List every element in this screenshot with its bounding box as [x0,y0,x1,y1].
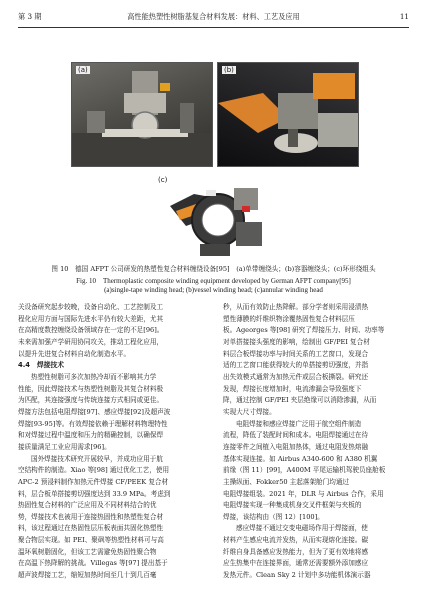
text-line: 降，通过控制 GF/PEI 夹层绝缘可以消除渗漏，从而 [223,396,377,405]
text-line: 基体实现连接。如 Airbus A340-600 和 A380 机翼 [223,454,378,463]
figure-caption-english-line-1: Fig. 10 Thermoplastic composite winding equipment developed by German AFPT company[95] [76,277,351,285]
page-header [18,12,409,26]
text-line: 焊接[93-95]等。有效焊接依赖于理解材料物理特性 [18,419,168,428]
text-line: 未来需加强产学研用协同攻关，推动工程化应用， [18,337,164,346]
header-rule [18,27,409,28]
text-line: 性能，因此焊接技术与热塑性树脂及其复合材料极 [18,384,164,393]
text-line: 焊接，该结构由（图 12）[100]。 [223,512,324,521]
paragraph-start-line: 国外焊接技术研究开展较早，并成功应用于航 [31,454,163,463]
text-line: 热固性复合材料的广泛应用及不同材料结合的优 [18,501,157,510]
text-line: APC-2 预浸料制作加热元件焊接 CF/PEEK 复合材 [18,477,169,486]
text-line: 板。Ageorges 等[98] 研究了焊接压力、时间、功率等 [223,326,385,335]
text-line: 前缘（图 11）[99]，A400M 平尾运输机驾驶员座舱板 [223,466,386,475]
text-line: 空结构件的制造。Xiao 等[98] 通过优化工艺，使用 [18,466,170,475]
text-line: 发现，焊接长度增加时，电流渗漏会导致强度下 [223,384,362,393]
text-line: 以提升先进复合材料自动化制造水平。 [18,349,131,358]
panel-label-b: (b) [224,66,234,74]
paragraph-start-line: 感应焊接不通过交变电磁场作用于焊接面，使 [236,524,368,533]
text-line: 发热元件。Clean Sky 2 计划中多功能机体演示器 [223,571,371,580]
vessel-winding-head-image [218,63,358,166]
right-text-column [223,302,409,582]
text-line: 关设备研究起步较晚，设备自动化、工艺控制及工 [18,303,164,311]
single-tape-winding-head-image [72,63,212,166]
text-line: 在高温下热降解的挑战。Villegas 等[97] 提出基于 [18,559,168,568]
text-line: 纤维自身具备感应发热能力，但为了更有效地将感 [223,547,369,556]
figure-caption-english-line-2: (a)single-tape winding head; (b)vessel winding head; (c)annular winding head [104,286,323,294]
text-line: 聚合物层实现。如 PEI、聚砜等热塑性材料可与高 [18,536,164,545]
section-heading: 4.4 焊接技术 [18,361,65,370]
panel-label-c: (c) [158,176,168,184]
text-line: 料层合板焊接功率与时间关系的工艺窗口，发现合 [223,349,369,358]
text-line: 流程，降低了装配时间和成本。电阻焊接通过在待 [223,431,369,440]
left-text-column [18,302,204,582]
text-line: 温环氧树脂固化，但该工艺需避免热固性聚合物 [18,547,157,556]
panel-label-a: (a) [78,66,88,74]
page-number: 11 [399,12,409,21]
text-line: 程化应用方面与国际先进水平仍有较大差距，尤其 [18,314,164,323]
text-line: 势，焊接技术也被用于连接热固性和热塑性复合材 [18,512,164,521]
text-line: 主操纵面、Fokker50 主起落架舱门均通过 [223,477,350,486]
figure-panel-a-photo [71,62,213,167]
figure-panel-c-photo [156,176,272,261]
text-line: 材料产生感应电流并发热，从而实现熔化连接。碳 [223,536,369,545]
text-line: 接质量满足工业应用需求[96]。 [18,442,111,451]
text-line: 出失效模式通常为加热元件或层合板撕裂。研究还 [223,372,369,381]
issue-number: 第 3 期 [18,12,42,21]
figure-panel-b-photo [217,62,359,167]
text-line: 实现大尺寸焊接。 [223,407,276,416]
text-line: 超声波焊接工艺，缩短加热时间至几十到几百毫 [18,571,157,580]
text-line: 对单搭接接头强度的影响，绘制出 GF/PEI 复合材 [223,337,370,346]
text-line: 和对焊接过程中温度和压力的精确控制，以确保焊 [18,431,164,440]
text-line: 料，该过程通过在热固性层压板表面共固化热塑性 [18,524,164,533]
text-line: 适的工艺窗口能获得较大的单搭接剪切强度，并指 [223,361,369,370]
text-line: 连接零件之间植入电阻加热体，通过电阻发热熔融 [223,442,369,451]
text-line: 电阻焊接组装。2021 年，DLR 与 Airbus 合作，采用 [223,489,384,498]
text-line: 秒，从而有效防止热降解。部分学者则采用浸渍热 [223,303,369,311]
figure-caption-chinese: 图 10 德国 AFPT 公司研发的热塑性复合材料缠绕设备[95] (a)单带缠绕头；(b)容器缠绕头；(c)环形绕组头 [51,265,376,273]
text-line: 应生热集中在连接界面，通常还需要额外添加感应 [223,559,369,568]
text-line: 电阻焊接实现一种集成机身交叉件框架与夹板的 [223,501,362,510]
annular-winding-head-image [156,176,272,261]
text-line: 塑性薄膜的纤维织物涂覆热固性复合材料层压 [223,314,355,323]
paragraph-start-line: 电阻焊接和感应焊接广泛用于航空组件制造 [236,419,362,428]
text-line: 料，层合板单搭接剪切强度达到 33.9 MPa。考虑到 [18,489,171,498]
journal-article-title: 高性能热塑性树脂基复合材料发展：材料、工艺及应用 [127,12,300,21]
text-line: 焊接方法包括电阻焊接[97]、感应焊接[92]及超声波 [18,407,171,416]
text-line: 在高精度数控缠绕设备领域存在一定的不足[96]。 [18,326,164,335]
paragraph-start-line: 热塑性树脂可多次加热冷却而不影响其力学 [31,372,157,381]
text-line: 为匹配，其连接强度与传统连接方式相同或更佳。 [18,396,164,405]
